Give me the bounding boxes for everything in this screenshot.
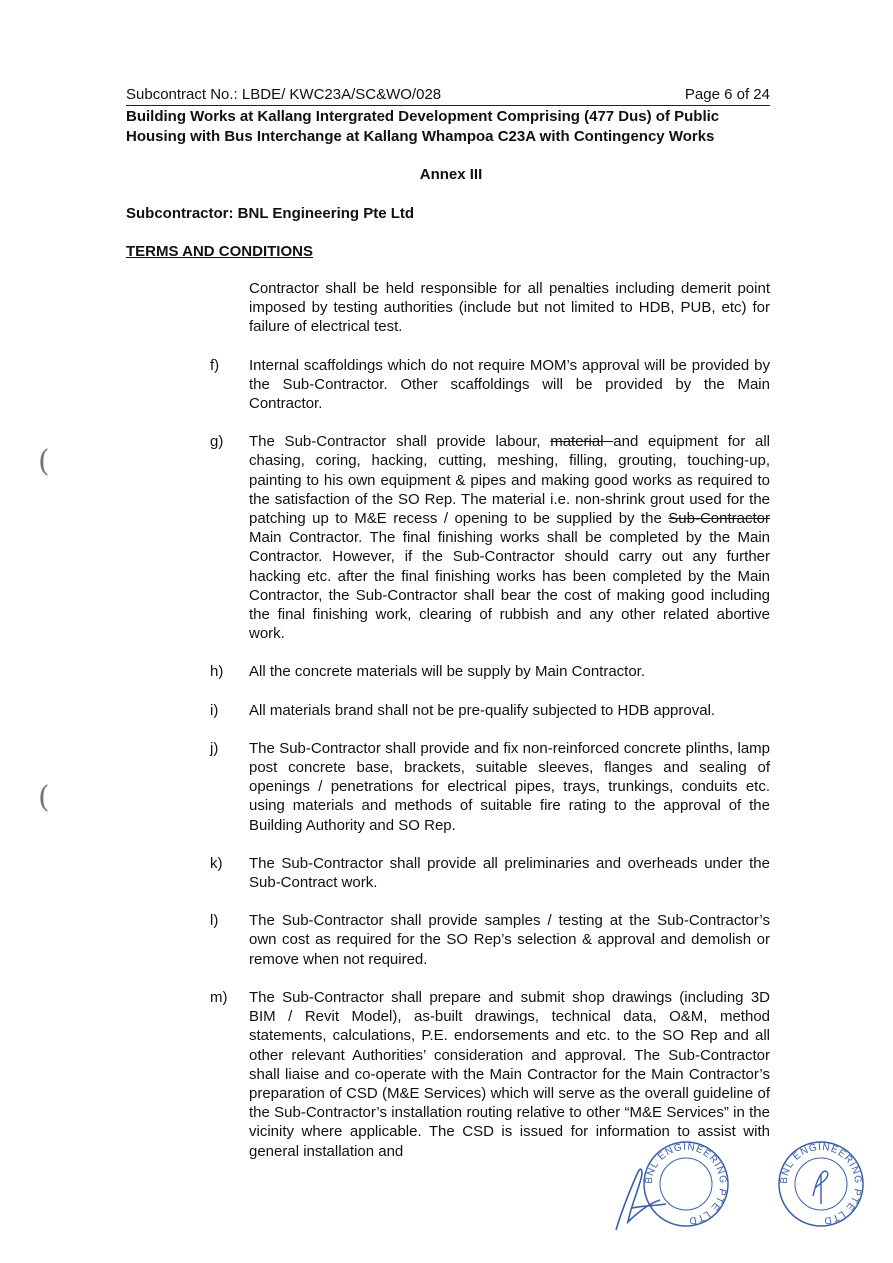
terms-body	[210, 279, 770, 1180]
running-header	[126, 86, 770, 106]
subcontract-number: Subcontract No.: LBDE/ KWC23A/SC&WO/028	[126, 86, 442, 103]
company-stamp-icon	[640, 1138, 732, 1230]
svg-text:BNL ENGINEERING PTE LTD: BNL ENGINEERING PTE LTD	[778, 1141, 864, 1227]
clause-text-part: Main Contractor. The final finishing works shall be completed by the Main Contractor. However, if the Sub-Contractor should carry out any further hacking etc. after the final finishing works has been completed by the Main Contractor, the Sub-Contractor shall bear the cost of making good including the final finishing work, clearing of rubbish and any other related abortive work.	[249, 529, 770, 643]
document-title: Building Works at Kallang Intergrated Development Comprising (477 Dus) of Public Housing with Bus Interchange at Kallang Whampoa C23A with Contingency Works	[126, 108, 720, 145]
company-stamp-icon	[775, 1138, 867, 1230]
clause-label: i)	[210, 701, 219, 719]
clause-text-part: The Sub-Contractor shall provide labour,	[249, 433, 551, 451]
continued-paragraph: Contractor shall be held responsible for all penalties including demerit point imposed by testing authorities (include but not limited to HDB, PUB, etc) for failure of electrical test.	[249, 280, 770, 336]
clause-text: Internal scaffoldings which do not require MOM’s approval will be provided by the Sub-Contractor. Other scaffoldings will be provided by the Main Contractor.	[249, 356, 770, 413]
section-heading: TERMS AND CONDITIONS	[126, 243, 313, 260]
clause-g	[210, 432, 770, 643]
clause-text: The Sub-Contractor shall provide and fix non-reinforced concrete plinths, lamp post concrete base, brackets, suitable sleeves, flanges and sealing of openings / penetrations for electrical pipes, trays, trunkings, conduits etc. using materials and methods of suitable fire rating to the approval of the Building Authority and SO Rep.	[249, 739, 770, 834]
clause-text: The Sub-Contractor shall provide samples / testing at the Sub-Contractor’s own cost as required for the SO Rep’s selection & approval and demolish or remove when not required.	[249, 912, 770, 968]
clause-k	[210, 854, 770, 892]
clause-label: l)	[210, 912, 219, 930]
clause-text-part: and equipment for all chasing, coring, hacking, cutting, meshing, filling, grouting, touching-up, painting to his own equipment & pipes and making good works as required to the satisfaction of the SO Rep. The material i.e. non-shrink grout used for the patching up to M&E recess / opening to be supplied by the	[249, 433, 770, 528]
clause-label: m)	[210, 988, 228, 1006]
clause-text: All the concrete materials will be supply by Main Contractor.	[249, 663, 646, 681]
struck-text: material	[550, 433, 614, 451]
clause-j	[210, 739, 770, 835]
subcontractor-line: Subcontractor: BNL Engineering Pte Ltd	[126, 205, 415, 222]
punch-hole-mark-icon: (	[38, 444, 50, 479]
clause-text: The Sub-Contractor shall prepare and submit shop drawings (including 3D BIM / Revit Model), as-built drawings, technical data, O&M, method statements, calculations, P.E. endorsements and etc. to the SO Rep and all other relevant Authorities’ consideration and approval. The Sub-Contractor shall liaise and co-operate with the Main Contractor for the Main Contractor’s preparation of CSD (M&E Services) which will serve as the overall guideline of the Sub-Contractor’s installation routing relative to other “M&E Services” in the vicinity where applicable. The CSD is issued for information to assist with general installation and	[249, 988, 770, 1160]
clause-label: g)	[210, 433, 224, 451]
clause-label: f)	[210, 356, 220, 374]
annex-heading: Annex III	[419, 166, 483, 183]
clause-label: j)	[210, 739, 219, 757]
clause-text: The Sub-Contractor shall provide all preliminaries and overheads under the Sub-Contract work.	[249, 854, 770, 892]
page-number: Page 6 of 24	[684, 86, 770, 103]
clause-text	[249, 432, 770, 643]
clause-text: All materials brand shall not be pre-qualify subjected to HDB approval.	[249, 701, 716, 719]
clause-label: h)	[210, 663, 224, 681]
clause-f	[210, 356, 770, 414]
clause-h	[210, 662, 770, 681]
punch-hole-mark-icon: (	[38, 780, 50, 815]
struck-text: Sub-Contractor	[668, 510, 770, 528]
clause-l	[210, 911, 770, 969]
clause-m	[210, 988, 770, 1161]
svg-text:BNL ENGINEERING PTE LTD: BNL ENGINEERING PTE LTD	[643, 1141, 729, 1227]
clause-i	[210, 701, 770, 720]
clause-label: k)	[210, 854, 223, 872]
